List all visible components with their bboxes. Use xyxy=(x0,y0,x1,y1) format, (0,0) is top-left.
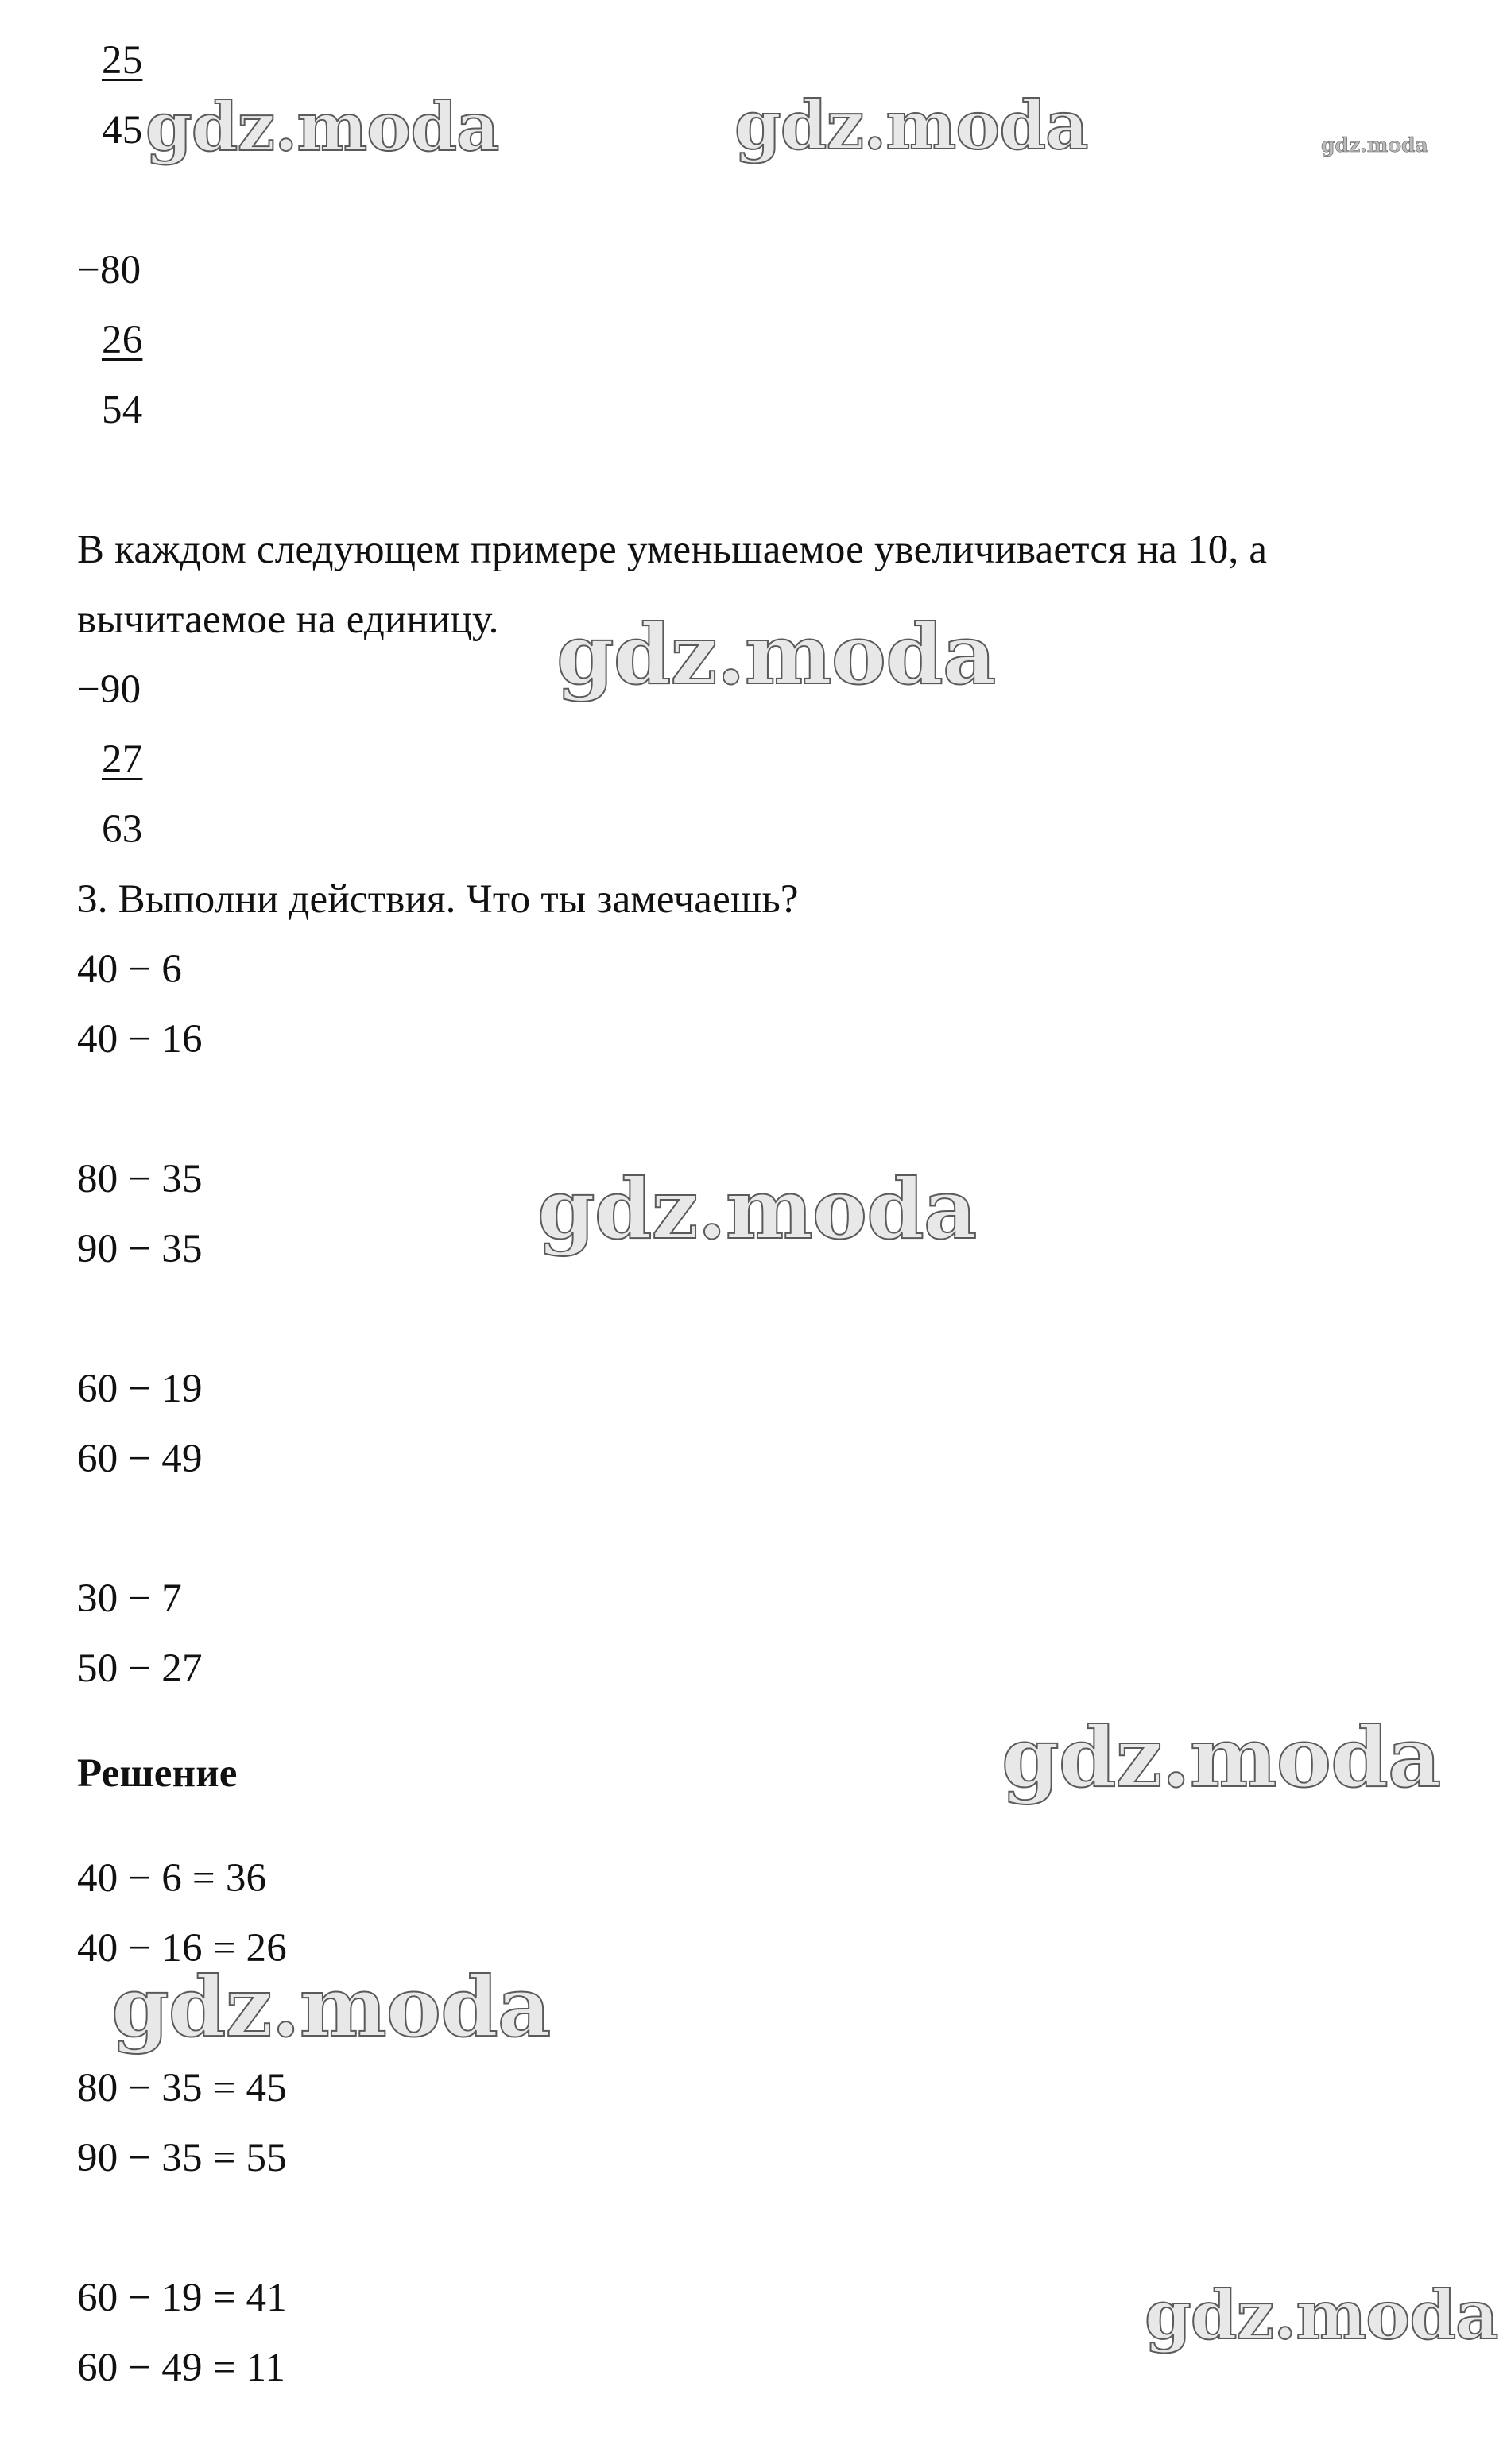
example-two-minuend: −80 xyxy=(77,248,141,292)
watermark-logo: gdz.moda xyxy=(1321,133,1428,157)
task3-expression: 60 − 19 xyxy=(77,1367,203,1411)
solution-line: 80 − 35 = 45 xyxy=(77,2066,287,2110)
watermark-logo: gdz.moda xyxy=(111,1958,551,2056)
task3-expression: 40 − 6 xyxy=(77,947,182,992)
example-two-subtrahend: 26 xyxy=(102,318,143,362)
solution-line: 40 − 6 = 36 xyxy=(77,1856,267,1901)
watermark-logo: gdz.moda xyxy=(1001,1708,1441,1806)
example-two-result: 54 xyxy=(102,388,143,432)
note-line-1: В каждом следующем примере уменьшаемое увеличивается на 10, а xyxy=(77,528,1268,572)
task3-expression: 50 − 27 xyxy=(77,1646,203,1691)
solution-line: 60 − 49 = 11 xyxy=(77,2346,286,2390)
task3-expression: 80 − 35 xyxy=(77,1157,203,1201)
watermark-logo: gdz.moda xyxy=(1145,2276,1498,2354)
example-three-minuend: −90 xyxy=(77,667,141,712)
task3-expression: 30 − 7 xyxy=(77,1576,182,1621)
watermark-logo: gdz.moda xyxy=(537,1160,977,1258)
solution-line: 90 − 35 = 55 xyxy=(77,2136,287,2180)
task3-expression: 60 − 49 xyxy=(77,1437,203,1481)
task3-title: 3. Выполни действия. Что ты замечаешь? xyxy=(77,877,799,922)
solution-line: 60 − 19 = 41 xyxy=(77,2276,287,2320)
column-result-top: 45 xyxy=(102,108,143,153)
note-line-2: вычитаемое на единицу. xyxy=(77,598,499,642)
column-subtrahend-top: 25 xyxy=(102,38,143,83)
example-three-result: 63 xyxy=(102,807,143,852)
watermark-logo: gdz.moda xyxy=(556,605,996,703)
solution-line: 40 − 16 = 26 xyxy=(77,1926,287,1971)
watermark-logo: gdz.moda xyxy=(734,86,1088,164)
example-three-subtrahend: 27 xyxy=(102,737,143,782)
solution-heading: Решение xyxy=(77,1751,238,1796)
watermark-logo: gdz.moda xyxy=(145,87,499,166)
task3-expression: 40 − 16 xyxy=(77,1017,203,1062)
task3-expression: 90 − 35 xyxy=(77,1227,203,1271)
